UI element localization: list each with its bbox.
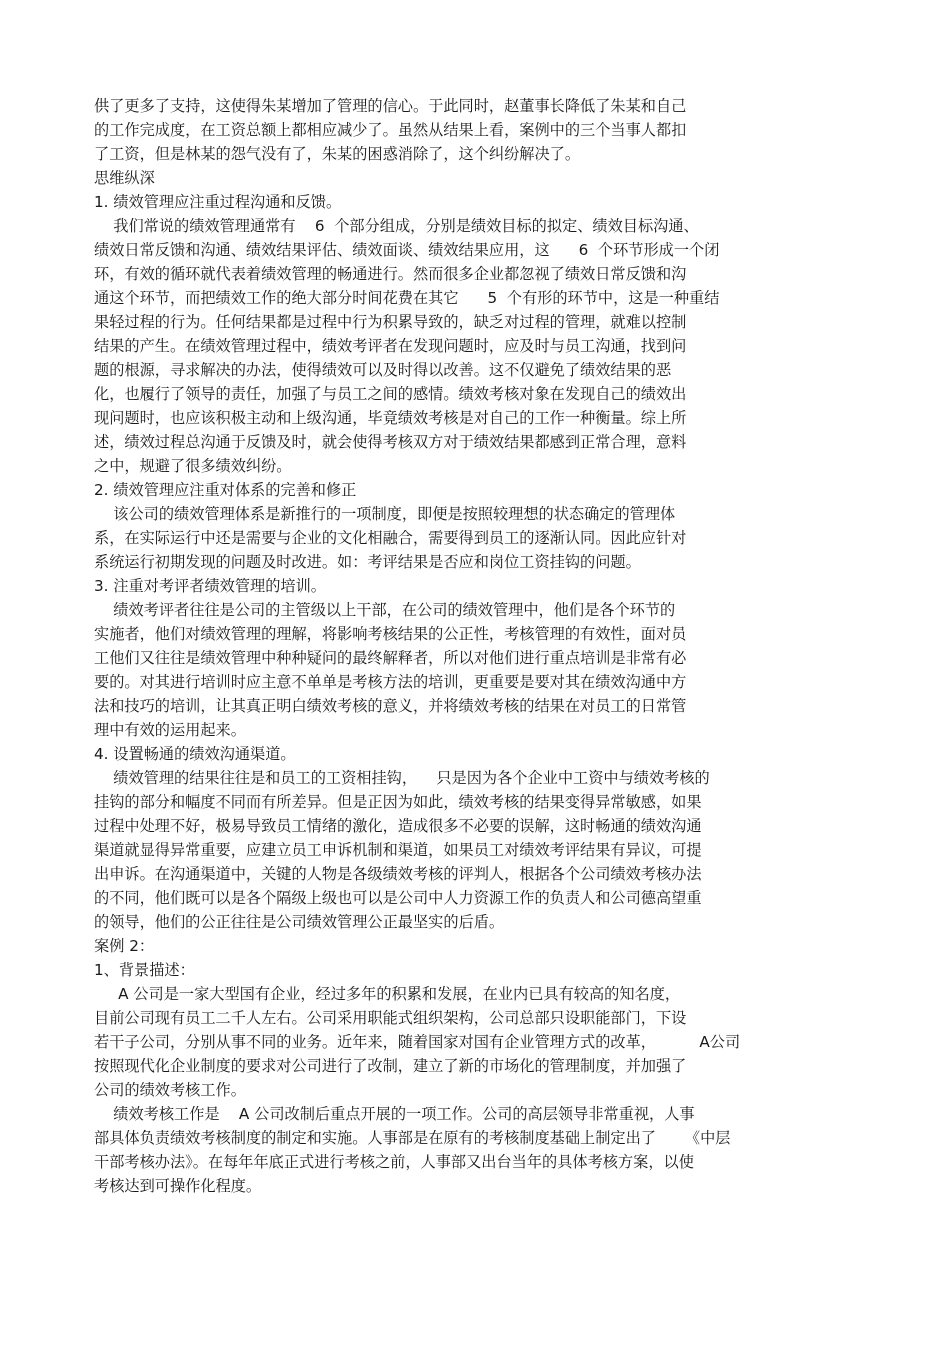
text-line: 现问题时，也应该积极主动和上级沟通，毕竟绩效考核是对自己的工作一种衡量。综上所: [94, 409, 687, 427]
text-line: 法和技巧的培训，让其真正明白绩效考核的意义，并将绩效考核的结果在对员工的日常管: [94, 697, 687, 715]
text-line: 绩效日常反馈和沟通、绩效结果评估、绩效面谈、绩效结果应用，这 6 个环节形成一个闭: [94, 241, 720, 259]
text-line: 果轻过程的行为。任何结果都是过程中行为积累导致的，缺乏对过程的管理，就难以控制: [94, 313, 687, 331]
text-line: 环，有效的循环就代表着绩效管理的畅通进行。然而很多企业都忽视了绩效日常反馈和沟: [94, 265, 687, 283]
text-line: 化，也履行了领导的责任，加强了与员工之间的感情。绩效考核对象在发现自己的绩效出: [94, 385, 687, 403]
text-line: 述，绩效过程总沟通于反馈及时，就会使得考核双方对于绩效结果都感到正常合理，意料: [94, 433, 687, 451]
text-line: 绩效管理的结果往往是和员工的工资相挂钩， 只是因为各个企业中工资中与绩效考核的: [94, 769, 710, 787]
text-line: 的领导，他们的公正往往是公司绩效管理公正最坚实的后盾。: [94, 913, 505, 931]
text-line: 按照现代化企业制度的要求对公司进行了改制，建立了新的市场化的管理制度，并加强了: [94, 1057, 687, 1075]
text-line: 要的。对其进行培训时应主意不单单是考核方法的培训，更重要是要对其在绩效沟通中方: [94, 673, 687, 691]
text-line: 的工作完成度，在工资总额上都相应减少了。虽然从结果上看，案例中的三个当事人都扣: [94, 121, 687, 139]
text-line: 绩效考评者往往是公司的主管级以上干部，在公司的绩效管理中，他们是各个环节的: [94, 601, 676, 619]
text-line: 之中，规避了很多绩效纠纷。: [94, 457, 292, 475]
text-line: 题的根源，寻求解决的办法，使得绩效可以及时得以改善。这不仅避免了绩效结果的恶: [94, 361, 672, 379]
text-line: 的不同，他们既可以是各个隔级上级也可以是公司中人力资源工作的负责人和公司德高望重: [94, 889, 702, 907]
text-line: 系，在实际运行中还是需要与企业的文化相融合，需要得到员工的逐渐认同。因此应针对: [94, 529, 687, 547]
text-line: 考核达到可操作化程度。: [94, 1177, 262, 1195]
text-line: 部具体负责绩效考核制度的制定和实施。人事部是在原有的考核制度基础上制定出了 《中层: [94, 1129, 731, 1147]
text-line: 供了更多了支持，这使得朱某增加了管理的信心。于此同时，赵董事长降低了朱某和自己: [94, 97, 687, 115]
text-line: 目前公司现有员工二千人左右。公司采用职能式组织架构，公司总部只设职能部门，下设: [94, 1009, 687, 1027]
text-line: 渠道就显得异常重要，应建立员工申诉机制和渠道，如果员工对绩效考评结果有异议，可提: [94, 841, 702, 859]
text-line: 出申诉。在沟通渠道中，关键的人物是各级绩效考核的评判人，根据各个公司绩效考核办法: [94, 865, 702, 883]
text-line: 实施者，他们对绩效管理的理解，将影响考核结果的公正性，考核管理的有效性，面对员: [94, 625, 687, 643]
text-line: 该公司的绩效管理体系是新推行的一项制度，即便是按照较理想的状态确定的管理体: [94, 505, 676, 523]
text-line: 干部考核办法》。在每年年底正式进行考核之前，人事部又出台当年的具体考核方案，以使: [94, 1153, 694, 1171]
text-line: 结果的产生。在绩效管理过程中，绩效考评者在发现问题时，应及时与员工沟通，找到问: [94, 337, 687, 355]
text-line: 通这个环节，而把绩效工作的绝大部分时间花费在其它 5 个有形的环节中，这是一种重结: [94, 289, 720, 307]
text-line: 绩效考核工作是 A 公司改制后重点开展的一项工作。公司的高层领导非常重视，人事: [94, 1105, 695, 1123]
text-line: 了工资，但是林某的怨气没有了，朱某的困惑消除了，这个纠纷解决了。: [94, 145, 580, 163]
text-line: 过程中处理不好，极易导致员工情绪的激化，造成很多不必要的误解，这时畅通的绩效沟通: [94, 817, 702, 835]
numbered-heading: 1. 绩效管理应注重过程沟通和反馈。: [94, 193, 342, 211]
text-line: 公司的绩效考核工作。: [94, 1081, 246, 1099]
text-line: 理中有效的运用起来。: [94, 721, 246, 739]
subsection-heading: 1、背景描述：: [94, 961, 195, 979]
case-heading: 案例 2：: [94, 937, 155, 955]
text-line: 系统运行初期发现的问题及时改进。如：考评结果是否应和岗位工资挂钩的问题。: [94, 553, 641, 571]
section-heading: 思维纵深: [94, 169, 155, 187]
numbered-heading: 2. 绩效管理应注重对体系的完善和修正: [94, 481, 357, 499]
text-line: 我们常说的绩效管理通常有 6 个部分组成，分别是绩效目标的拟定、绩效目标沟通、: [94, 217, 699, 235]
text-line: 若干子公司，分别从事不同的业务。近年来，随着国家对国有企业管理方式的改革， A公司: [94, 1033, 741, 1051]
text-line: A 公司是一家大型国有企业，经过多年的积累和发展，在业内已具有较高的知名度，: [94, 985, 681, 1003]
numbered-heading: 3. 注重对考评者绩效管理的培训。: [94, 577, 326, 595]
text-line: 挂钩的部分和幅度不同而有所差异。但是正因为如此，绩效考核的结果变得异常敏感，如果: [94, 793, 702, 811]
text-line: 工他们又往往是绩效管理中种种疑问的最终解释者，所以对他们进行重点培训是非常有必: [94, 649, 687, 667]
numbered-heading: 4. 设置畅通的绩效沟通渠道。: [94, 745, 296, 763]
